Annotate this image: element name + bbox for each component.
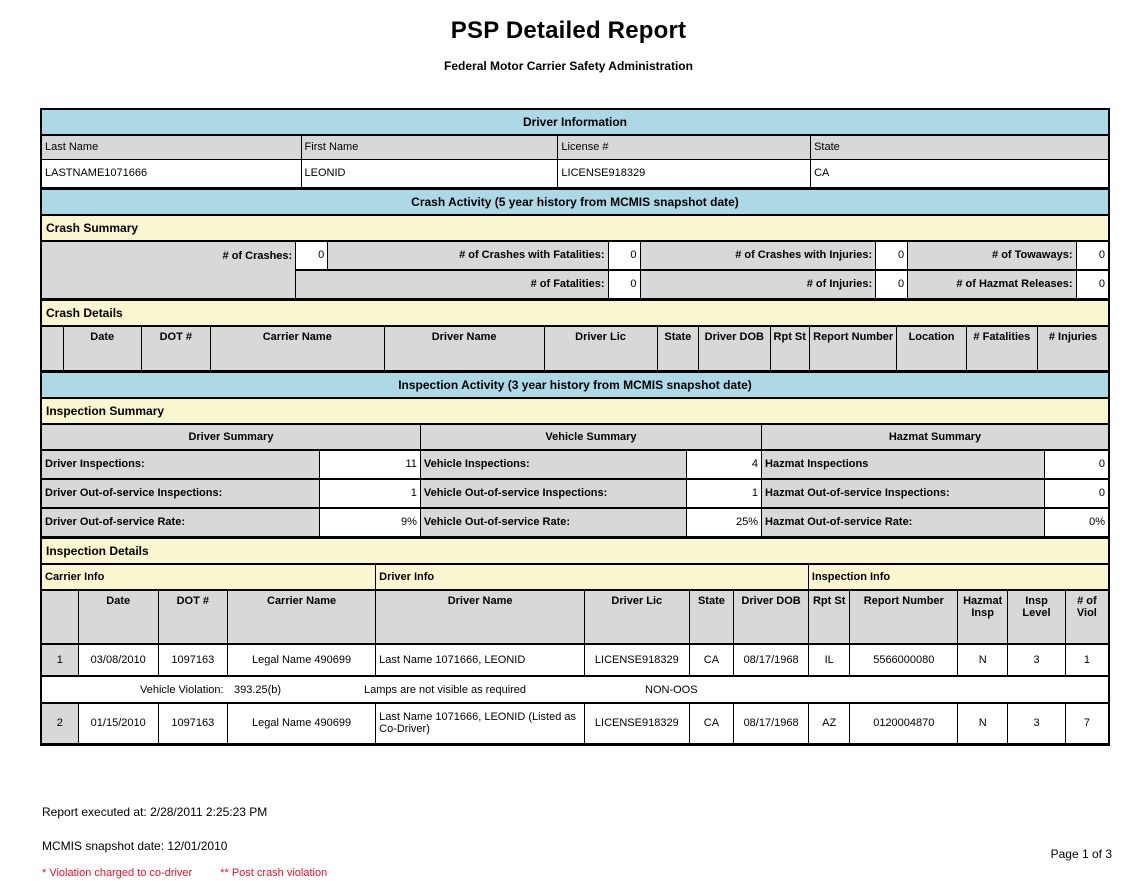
violation-description: Lamps are not visible as required [364,684,527,696]
towaways-value: 0 [1076,241,1108,270]
header-cell-driver-dob: Driver DOB [699,326,770,370]
footnote-post-crash: ** Post crash violation [220,867,328,879]
crashes-value: 0 [296,241,328,270]
vehicle-oos-inspections-label: Vehicle Out-of-service Inspections: [420,479,687,508]
cell-insp-level: 3 [1008,644,1066,676]
hazmat-inspections-value: 0 [1044,450,1108,479]
header-cell-state: State [657,326,699,370]
violation-type-label: Vehicle Violation: [140,684,224,696]
inspection-summary-title: Inspection Summary [42,397,1108,423]
hazmat-oos-inspections-value: 0 [1044,479,1108,508]
header-cell-hazmat-insp: Hazmat Insp [958,590,1008,644]
vehicle-oos-rate-label: Vehicle Out-of-service Rate: [420,508,687,537]
fatalities-value: 0 [608,270,640,299]
cell-state: CA [689,703,734,743]
header-cell-driver-lic: Driver Lic [585,590,689,644]
cell-carrier-name: Legal Name 490699 [227,703,375,743]
inspection-details-title: Inspection Details [42,537,1108,563]
page-title: PSP Detailed Report [450,17,687,44]
cell-date: 01/15/2010 [78,703,158,743]
hazmat-releases-label: # of Hazmat Releases: [908,270,1076,299]
inspection-activity-header: Inspection Activity (3 year history from MCMIS snapshot date) [42,371,1108,397]
header-cell-driver-lic: Driver Lic [544,326,657,370]
crashes-injuries-value: 0 [876,241,908,270]
crash-summary-title: Crash Summary [42,214,1108,240]
cell-report-number: 0120004870 [850,703,958,743]
last-name-label: Last Name [42,135,301,159]
psp-report [40,108,1110,746]
hazmat-oos-rate-label: Hazmat Out-of-service Rate: [762,508,1044,537]
injuries-label: # of Injuries: [640,270,876,299]
header-cell-state: State [689,590,734,644]
footnote-co-driver: * Violation charged to co-driver [42,867,193,879]
header-cell-driver-dob: Driver DOB [734,590,809,644]
cell-insp-level: 3 [1008,703,1066,743]
report-footer [42,805,1112,879]
header-cell-rownum [42,590,78,644]
cell-dot: 1097163 [158,703,227,743]
cell-driver-lic: LICENSE918329 [585,644,689,676]
header-cell-num-viol: # of Viol [1065,590,1108,644]
cell-driver-name: Last Name 1071666, LEONID [376,644,585,676]
cell-rownum: 1 [42,644,78,676]
cell-dot: 1097163 [158,644,227,676]
injuries-value: 0 [876,270,908,299]
first-name-label: First Name [301,135,558,159]
hazmat-inspections-label: Hazmat Inspections [762,450,1044,479]
header-cell-date: Date [63,326,141,370]
page-subtitle: Federal Motor Carrier Safety Administration [444,59,693,73]
driver-oos-inspections-label: Driver Out-of-service Inspections: [42,479,319,508]
license-label: License # [558,135,811,159]
vehicle-inspections-label: Vehicle Inspections: [420,450,687,479]
first-name-value: LEONID [301,159,558,187]
license-value: LICENSE918329 [558,159,811,187]
vehicle-summary-group: Vehicle Summary [420,424,761,450]
driver-info-group: Driver Info [376,564,809,590]
cell-rpt-st: IL [808,644,850,676]
driver-summary-group: Driver Summary [42,424,420,450]
crash-activity-header: Crash Activity (5 year history from MCMIS snapshot date) [42,188,1108,214]
driver-oos-rate-label: Driver Out-of-service Rate: [42,508,319,537]
cell-rpt-st: AZ [808,703,850,743]
cell-hazmat-insp: N [958,644,1008,676]
violation-code: 393.25(b) [234,684,282,696]
hazmat-releases-value: 0 [1076,270,1108,299]
driver-information-header: Driver Information [42,110,1108,134]
crashes-injuries-label: # of Crashes with Injuries: [640,241,876,270]
driver-inspections-label: Driver Inspections: [42,450,319,479]
cell-state: CA [689,644,734,676]
last-name-value: LASTNAME1071666 [42,159,301,187]
cell-num-viol: 1 [1065,644,1108,676]
driver-information-table [42,134,1108,188]
hazmat-summary-group: Hazmat Summary [762,424,1108,450]
footnotes [42,867,1112,879]
header-cell-rpt-st: Rpt St [770,326,809,370]
crashes-fatalities-value: 0 [608,241,640,270]
header-cell-location: Location [897,326,966,370]
vehicle-inspections-value: 4 [687,450,762,479]
header-cell-carrier-name: Carrier Name [210,326,384,370]
vehicle-oos-rate-value: 25% [687,508,762,537]
header-cell-injuries: # Injuries [1038,326,1108,370]
driver-inspections-value: 11 [319,450,420,479]
header-cell-report-number: Report Number [809,326,896,370]
cell-rownum: 2 [42,703,78,743]
driver-oos-rate-value: 9% [319,508,420,537]
inspection-info-group: Inspection Info [808,564,1108,590]
violation-row [42,676,1108,703]
driver-oos-inspections-value: 1 [319,479,420,508]
hazmat-oos-inspections-label: Hazmat Out-of-service Inspections: [762,479,1044,508]
hazmat-oos-rate-value: 0% [1044,508,1108,537]
crash-details-table [42,325,1108,371]
cell-hazmat-insp: N [958,703,1008,743]
header-cell-date: Date [78,590,158,644]
inspection-details-table [42,563,1108,744]
cell-driver-dob: 08/17/1968 [734,703,809,743]
header-cell-dot: DOT # [158,590,227,644]
report-executed-at: Report executed at: 2/28/2011 2:25:23 PM [42,805,268,819]
cell-carrier-name: Legal Name 490699 [227,644,375,676]
cell-driver-name: Last Name 1071666, LEONID (Listed as Co-Driver) [376,703,585,743]
crash-details-title: Crash Details [42,299,1108,325]
crashes-fatalities-label: # of Crashes with Fatalities: [328,241,608,270]
header-cell-rpt-st: Rpt St [808,590,850,644]
crashes-label: # of Crashes: [42,241,296,299]
header-cell-driver-name: Driver Name [384,326,544,370]
header-cell-blank [42,326,63,370]
header-cell-driver-name: Driver Name [376,590,585,644]
inspection-summary-table [42,423,1108,538]
cell-driver-dob: 08/17/1968 [734,644,809,676]
header-cell-dot: DOT # [141,326,210,370]
cell-driver-lic: LICENSE918329 [585,703,689,743]
mcmis-snapshot-date: MCMIS snapshot date: 12/01/2010 [42,839,228,853]
towaways-label: # of Towaways: [908,241,1076,270]
cell-report-number: 5566000080 [850,644,958,676]
state-label: State [811,135,1108,159]
crash-summary-table [42,240,1108,300]
fatalities-label: # of Fatalities: [296,270,608,299]
header-cell-fatalities: # Fatalities [966,326,1037,370]
header-cell-insp-level: Insp Level [1008,590,1066,644]
violation-oos-status: NON-OOS [645,684,698,696]
cell-date: 03/08/2010 [78,644,158,676]
vehicle-oos-inspections-value: 1 [687,479,762,508]
carrier-info-group: Carrier Info [42,564,376,590]
cell-num-viol: 7 [1065,703,1108,743]
inspection-row-1 [42,644,1108,676]
page-number: Page 1 of 3 [1050,847,1112,861]
inspection-row-2 [42,703,1108,743]
header-cell-carrier-name: Carrier Name [227,590,375,644]
state-value: CA [811,159,1108,187]
header-cell-report-number: Report Number [850,590,958,644]
